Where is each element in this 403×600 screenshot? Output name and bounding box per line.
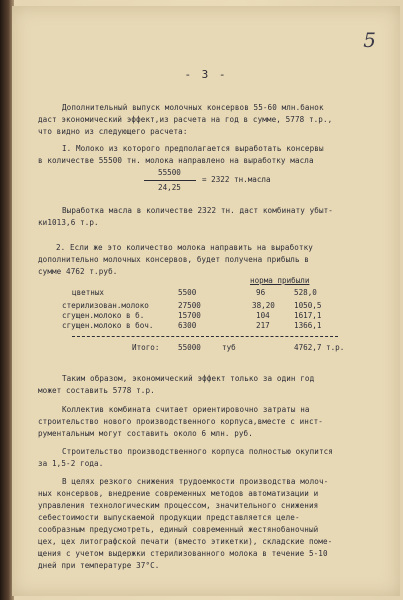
- page-number: - 3 -: [184, 68, 228, 81]
- row-3-name: сгущен.молоко в б.: [62, 311, 145, 320]
- row-1-qty: 5500: [178, 288, 197, 297]
- paragraph-1-line-1: Дополнительный выпуск молочных консервов 55-60 млн.банок: [62, 103, 324, 112]
- row-1-sum: 528,0: [294, 288, 317, 297]
- paragraph-3-line-2: ки1013,6 т.р.: [38, 218, 99, 227]
- paragraph-3-line-1: Выработка масла в количестве 2322 тн. даст комбинату убыт-: [62, 206, 333, 215]
- row-1-name: цветных: [72, 288, 105, 297]
- paper-sheet: [12, 6, 400, 596]
- total-label: Итого:: [132, 343, 160, 352]
- paragraph-8-line-6: цех, цех литографской печати (вместо этикетки), складские поме-: [38, 537, 333, 546]
- fraction-bar: [144, 180, 196, 181]
- paragraph-1-line-3: что видно из следующего расчета:: [38, 127, 188, 136]
- paragraph-6-line-3: рументальным могут составить около 6 млн. руб.: [38, 429, 253, 438]
- paragraph-5-line-2: может составить 5778 т.р.: [38, 386, 155, 395]
- fraction-result: = 2322 тн.масла: [202, 175, 271, 184]
- paragraph-6-line-1: Коллектив комбината считает ориентировочно затраты на: [62, 405, 310, 414]
- paragraph-2-line-2: в количестве 55500 тн. молока направлено на выработку масла: [38, 156, 314, 165]
- row-3-qty: 15700: [178, 311, 201, 320]
- total-qty: 55000: [178, 343, 201, 352]
- total-separator: [72, 336, 338, 337]
- row-2-name: стерилизован.молоко: [62, 301, 149, 310]
- row-2-rate: 38,20: [252, 301, 275, 310]
- fraction-denominator: 24,25: [158, 183, 181, 192]
- paragraph-8-line-7: щения с учетом выдержки стерилизованного молока в течение 5-10: [38, 549, 328, 558]
- paragraph-8-line-5: сообразным предусмотреть, единый современный жестянобаночный: [38, 525, 319, 534]
- row-2-sum: 1050,5: [294, 301, 322, 310]
- paragraph-7-line-1: Строительство производственного корпуса полностью окупится: [62, 447, 333, 456]
- paragraph-8-line-1: В целях резкого снижения трудоемкости производства молоч-: [62, 477, 329, 486]
- paragraph-2-line-1: I. Молоко из которого предполагается выработать консервы: [62, 144, 324, 153]
- paragraph-8-line-2: ных консервов, внедрение современных методов автоматизации и: [38, 489, 319, 498]
- row-3-rate: 104: [256, 311, 270, 320]
- table-header: норма прибыли: [250, 276, 310, 285]
- paragraph-8-line-4: себестоимости выпускаемой продукции представляется целе-: [38, 513, 300, 522]
- row-2-qty: 27500: [178, 301, 201, 310]
- row-1-rate: 96: [256, 288, 266, 297]
- paragraph-4-line-1: 2. Если же это количество молока направить на выработку: [56, 243, 313, 252]
- paragraph-8-line-3: управления технологическим процессом, значительного снижения: [38, 501, 319, 510]
- paragraph-5-line-1: Таким образом, экономический эффект только за один год: [62, 374, 315, 383]
- paragraph-4-line-3: сумме 4762 т.руб.: [38, 267, 118, 276]
- total-unit: туб: [222, 343, 236, 352]
- corner-handwritten-number: 5: [363, 28, 376, 52]
- row-4-qty: 6300: [178, 321, 197, 330]
- paragraph-6-line-2: строительство нового производственного корпуса,вместе с инст-: [38, 417, 323, 426]
- paragraph-7-line-2: за 1,5-2 года.: [38, 459, 104, 468]
- paragraph-4-line-2: дополнительно молочных консервов, будет получена прибыль в: [38, 255, 309, 264]
- fraction-numerator: 55500: [158, 168, 181, 177]
- row-3-sum: 1617,1: [294, 311, 322, 320]
- row-4-sum: 1366,1: [294, 321, 322, 330]
- paragraph-1-line-2: даст экономический эффект,из расчета на год в сумме, 5778 т.р.,: [38, 115, 333, 124]
- row-4-name: сгущен.молоко в боч.: [62, 321, 154, 330]
- row-4-rate: 217: [256, 321, 270, 330]
- total-sum: 4762,7 т.р.: [294, 343, 345, 352]
- paragraph-8-line-8: дней при температуре 37°С.: [38, 561, 160, 570]
